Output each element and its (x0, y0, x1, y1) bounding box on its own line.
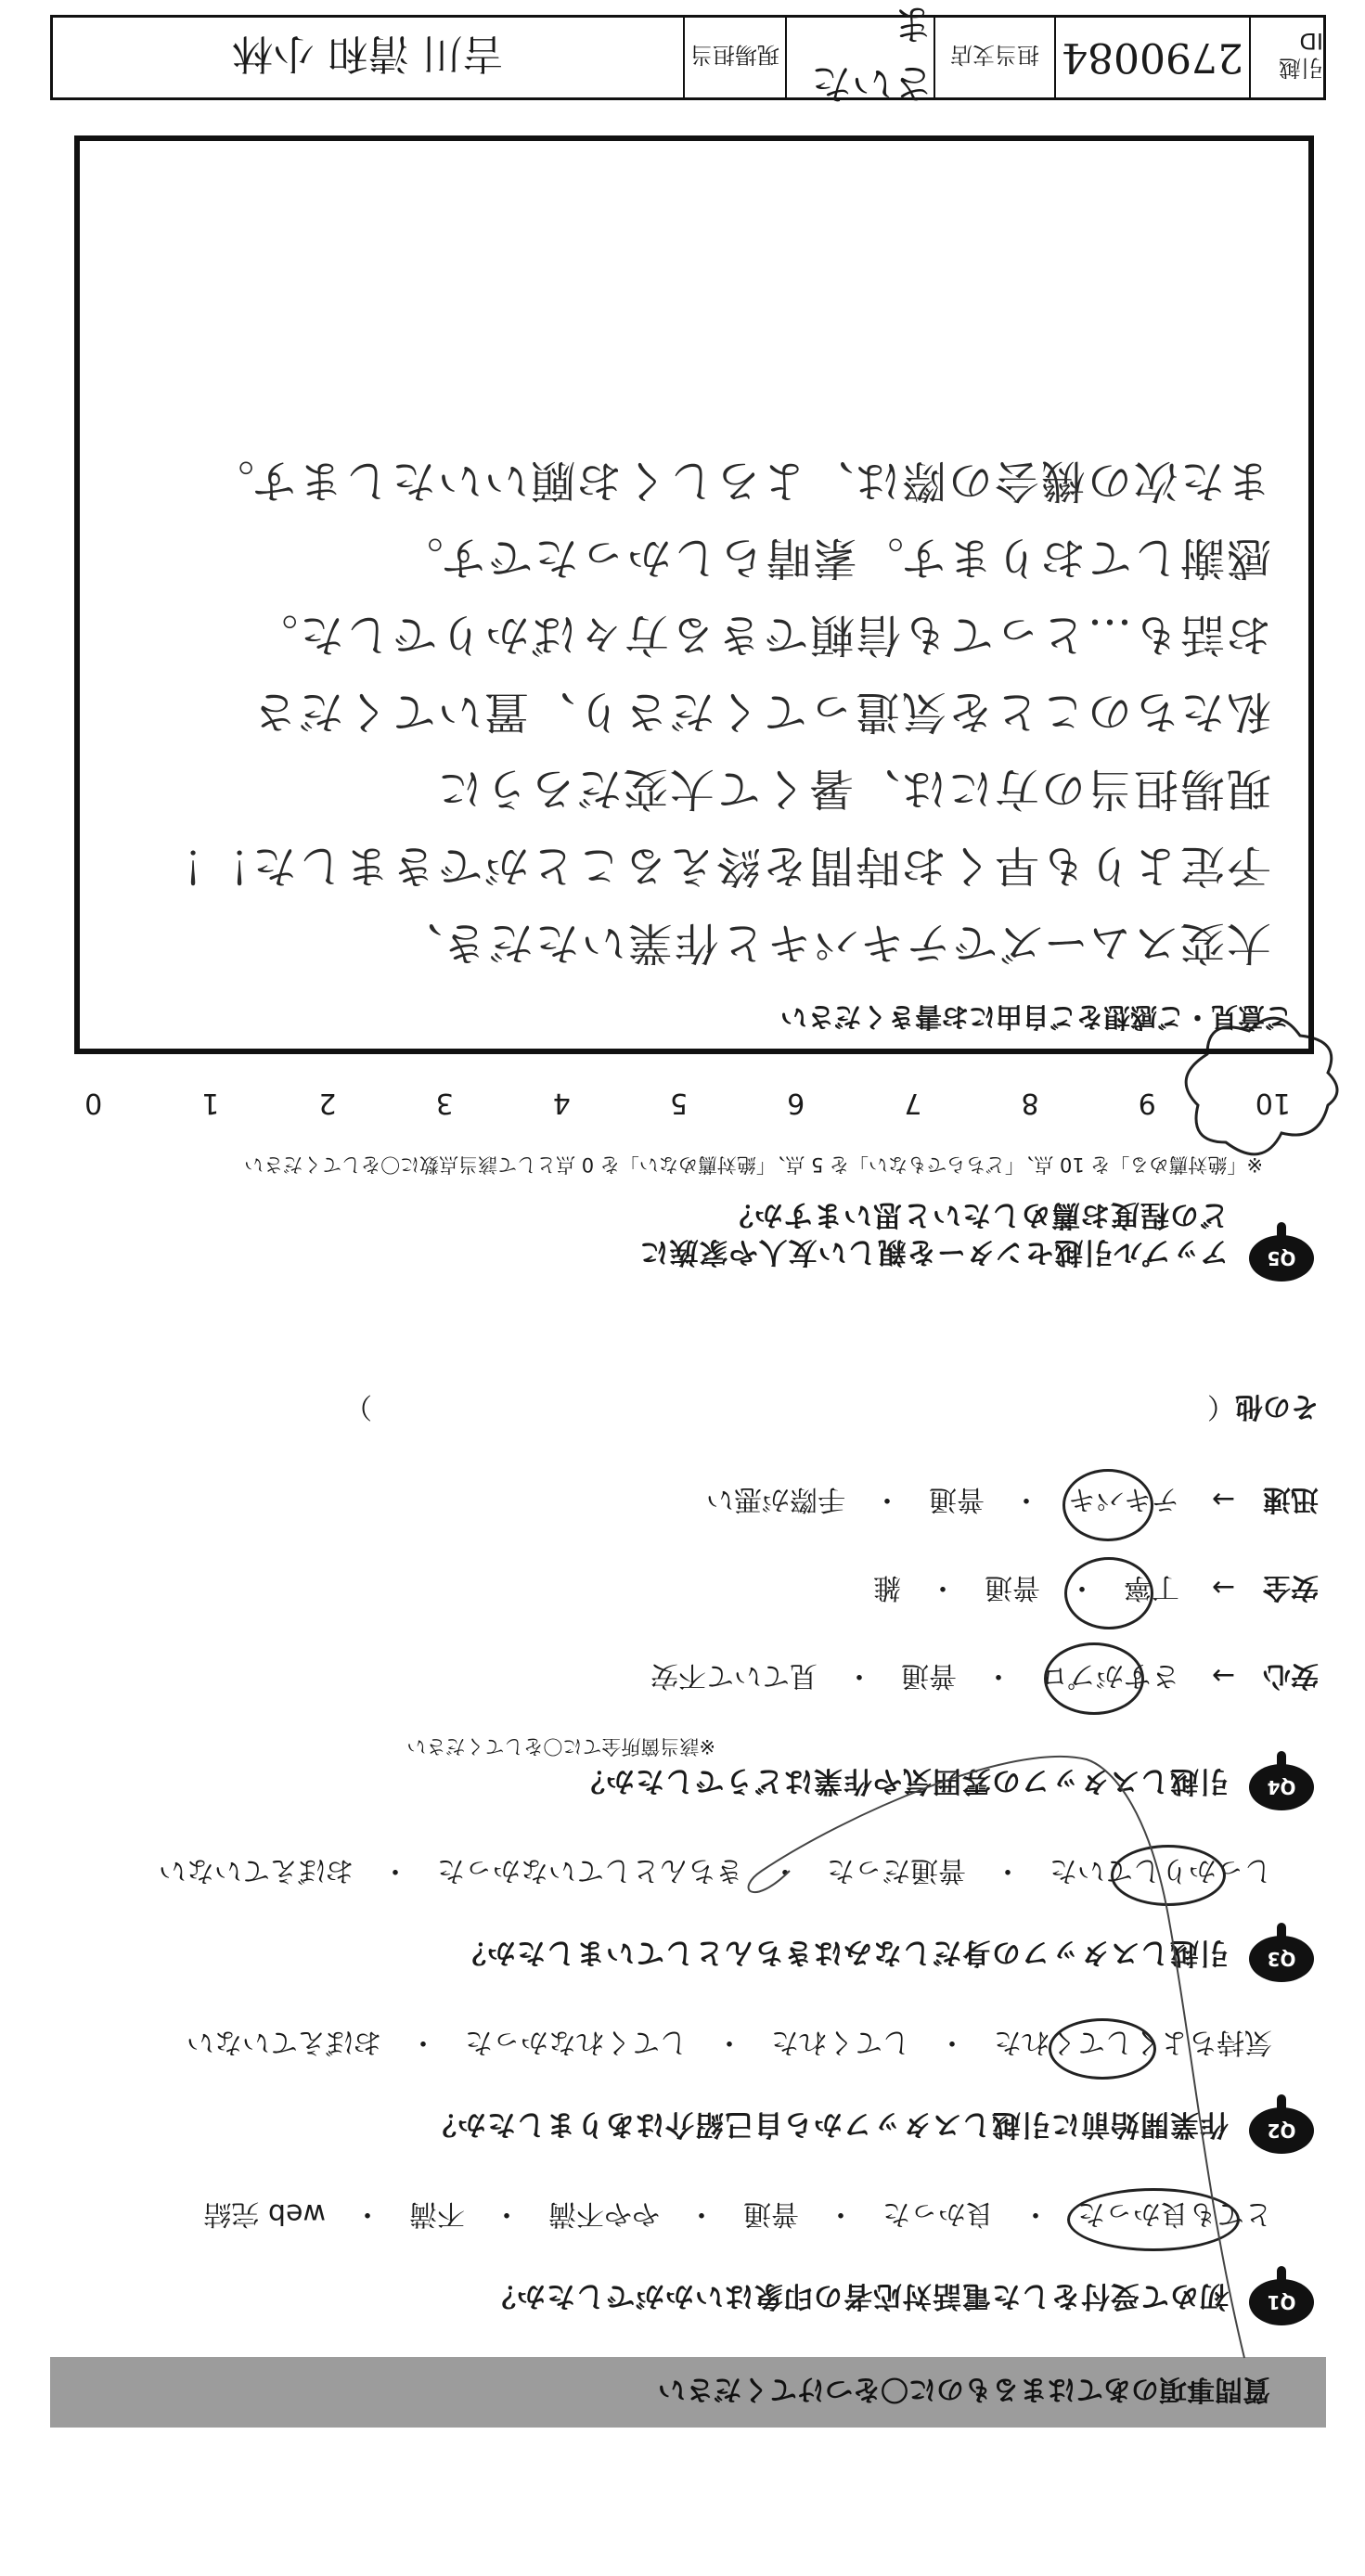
branch-label: 担当支店 (934, 18, 1054, 97)
score-4: 4 (552, 1087, 571, 1119)
score-0: 0 (84, 1087, 103, 1119)
q4-row-other: その他（ ） (344, 1390, 1319, 1423)
question-5-line2: どの程度お薦めしたいと思いますか？ (724, 1198, 1229, 1231)
staff-id-table (50, 0, 1326, 107)
question-3-text: 引越しスタッフの身だしなみはきちんとしていましたか？ (457, 1936, 1229, 1969)
comment-line-1: 大変スムーズでテキパキと作業いただき、 (395, 917, 1271, 969)
leader-value: 吉川 清和 小林 (232, 30, 504, 77)
q4-note: ※該当箇所全てに〇をしてください (406, 1735, 715, 1758)
score-1: 1 (201, 1087, 220, 1119)
q5-badge: Q5 (1249, 1231, 1314, 1282)
q5-note: ※「絶対薦める」を 10 点、「どちらでもない」を 5 点、「絶対薦めない」を 0 点として該当点数に〇をしてください (244, 1153, 1263, 1176)
leader-label: 現場担当 (683, 18, 785, 97)
q3-options: しっかりしていた ・ 普通だった ・ きちんとしていなかった ・ おぼえていない (159, 1854, 1272, 1887)
q1-options: とても良かった ・ 良かった ・ 普通 ・ やや不満 ・ 不満 ・ web 完結 (203, 2197, 1272, 2230)
q1-badge: Q1 (1249, 2275, 1314, 2325)
q2-badge: Q2 (1249, 2104, 1314, 2154)
id-value: 2790084 (1054, 18, 1249, 97)
comments-header: ご意見・ご感想をご自由にお書きください (779, 1001, 1292, 1033)
score-3: 3 (435, 1087, 454, 1119)
q4-row-jinsoku: 迅速→テキパキ ・ 普通 ・ 手際が悪い (706, 1483, 1319, 1515)
question-2-text: 作業開始前に引越しスタッフから自己紹介はありましたか？ (427, 2107, 1229, 2141)
score-6: 6 (787, 1087, 805, 1119)
comment-line-3: 現場担当の方には、暑くて大変だろうに (435, 763, 1271, 815)
score-2: 2 (318, 1087, 337, 1119)
score-10: 10 (1255, 1087, 1291, 1119)
pen-stroke (749, 1757, 1244, 2358)
question-4-text: 引越しスタッフの雰囲気や作業はどうでしたか？ (575, 1764, 1229, 1797)
q4-row-anzen: 安全→丁寧 ・ 普通 ・ 雑 (873, 1571, 1319, 1604)
q3-badge: Q3 (1249, 1932, 1314, 1982)
score-5: 5 (669, 1087, 689, 1119)
comments-box (74, 135, 1314, 1054)
instruction-banner: 質問事項のあてはまるものに〇をつけてください (50, 2357, 1326, 2428)
comment-line-7: また次の機会の際は、よろしくお願いいたします。 (207, 455, 1271, 507)
comment-line-4: 私たちのことを気遣ってくださり、置いてくださ (250, 686, 1271, 738)
q2-options: 気持ちよくしてくれた ・ してくれた ・ してくれなかった ・ おぼえていない (187, 2026, 1272, 2058)
comment-line-6: 感謝しております。素晴らしかったです。 (396, 532, 1271, 584)
comment-line-2: 予定よりも早くお時間を終えることができました！！ (157, 840, 1271, 892)
question-5-line1: アップル引越センターを親しい友人や家族に (638, 1235, 1229, 1269)
score-7: 7 (904, 1087, 922, 1119)
score-9: 9 (1138, 1087, 1156, 1119)
id-label: 引越 ID (1249, 18, 1323, 97)
score-8: 8 (1021, 1087, 1039, 1119)
q4-badge: Q4 (1249, 1760, 1314, 1810)
comment-line-5: お話も…とっても信頼できる方々ばかりでした。 (251, 609, 1271, 661)
q4-row-anshin: 安心→さすがプロ ・ 普通 ・ 見ていて不安 (650, 1659, 1319, 1692)
branch-value: さいたま (785, 18, 934, 97)
question-1-text: 初めて受付をした電話対応者の印象はいかがでしたか？ (486, 2279, 1229, 2312)
